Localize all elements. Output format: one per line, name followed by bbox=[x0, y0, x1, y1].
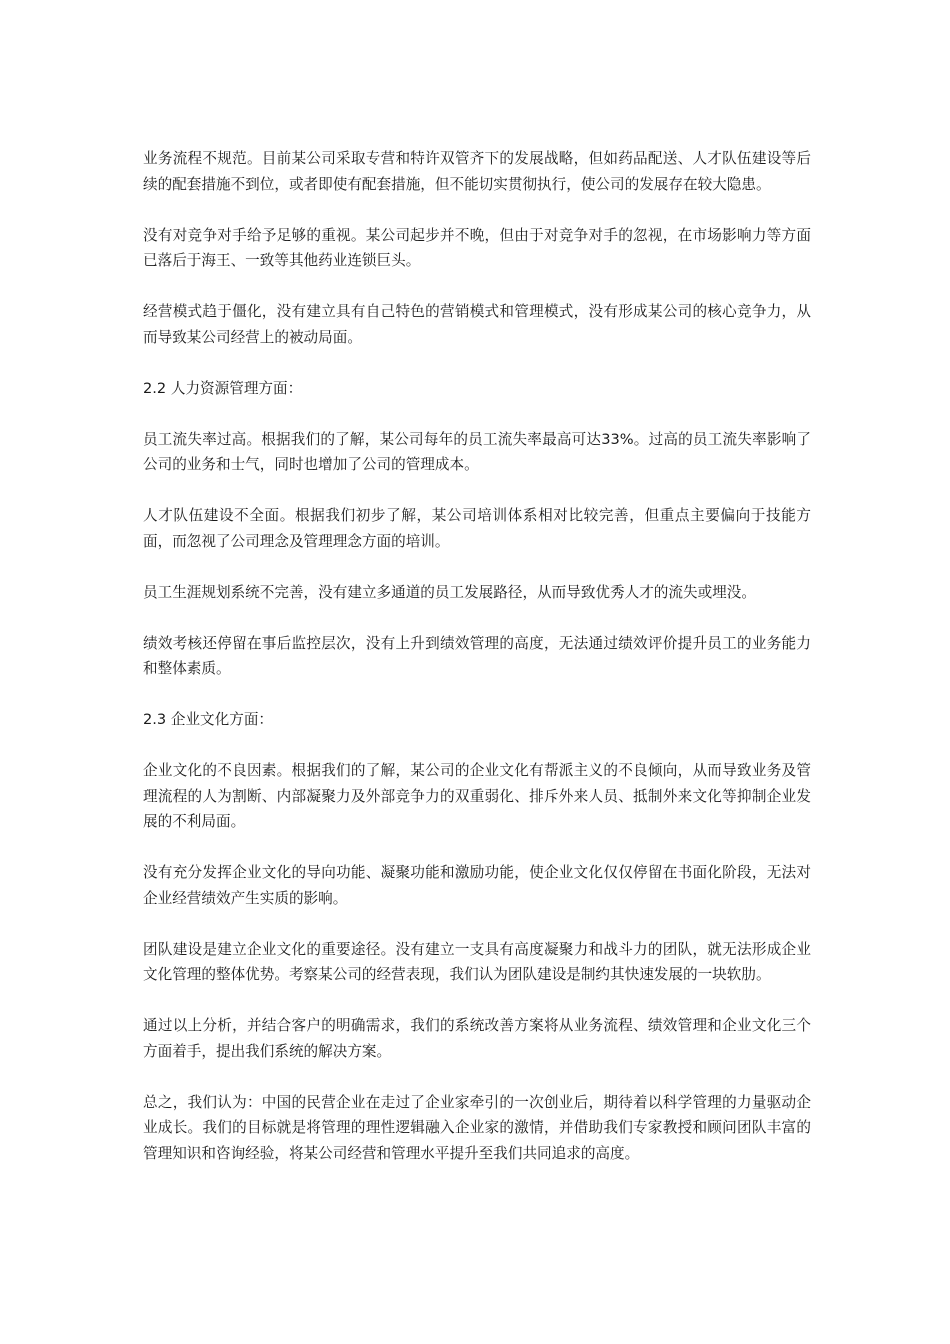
paragraph-team-building: 团队建设是建立企业文化的重要途径。没有建立一支具有高度凝聚力和战斗力的团队，就无法形成企业文化管理的整体优势。考察某公司的经营表现，我们认为团队建设是制约其快速发展的一块软肋。 bbox=[143, 940, 811, 983]
paragraph-career: 员工生涯规划系统不完善，没有建立多通道的员工发展路径，从而导致优秀人才的流失或埋没。 bbox=[143, 583, 756, 601]
paragraph-analysis: 通过以上分析，并结合客户的明确需求，我们的系统改善方案将从业务流程、绩效管理和企业文化三个方面着手，提出我们系统的解决方案。 bbox=[143, 1017, 811, 1060]
section-heading-culture: 2.3 企业文化方面： bbox=[143, 711, 274, 728]
paragraph-talent: 人才队伍建设不全面。根据我们初步了解，某公司培训体系相对比较完善，但重点主要偏向于技能方面，而忽视了公司理念及管理理念方面的培训。 bbox=[143, 507, 811, 550]
section-heading-hr: 2.2 人力资源管理方面： bbox=[143, 379, 303, 397]
paragraph-competitors: 没有对竞争对手给予足够的重视。某公司起步并不晚，但由于对竞争对手的忽视，在市场影响力等方面已落后于海王、一致等其他药业连锁巨头。 bbox=[143, 226, 811, 269]
paragraph-culture-functions: 没有充分发挥企业文化的导向功能、凝聚功能和激励功能，使企业文化仅仅停留在书面化阶段，无法对企业经营绩效产生实质的影响。 bbox=[143, 864, 811, 907]
paragraph-performance: 绩效考核还停留在事后监控层次，没有上升到绩效管理的高度，无法通过绩效评价提升员工的业务能力和整体素质。 bbox=[143, 634, 811, 677]
paragraph-conclusion: 总之，我们认为：中国的民营企业在走过了企业家牵引的一次创业后，期待着以科学管理的力量驱动企业成长。我们的目标就是将管理的理性逻辑融入企业家的激情，并借助我们专家教授和顾问团队丰富的管理知识和咨询经验，将某公司经营和管理水平提升至我们共同追求的高度。 bbox=[143, 1093, 811, 1162]
paragraph-turnover: 员工流失率过高。根据我们的了解，某公司每年的员工流失率最高可达33%。过高的员工流失率影响了公司的业务和士气，同时也增加了公司的管理成本。 bbox=[143, 430, 811, 473]
document-body bbox=[143, 146, 811, 1192]
paragraph-culture-factors: 企业文化的不良因素。根据我们的了解，某公司的企业文化有帮派主义的不良倾向，从而导致业务及管理流程的人为割断、内部凝聚力及外部竞争力的双重弱化、排斥外来人员、抵制外来文化等抑制企业发展的不利局面。 bbox=[143, 762, 811, 830]
paragraph-business-model: 经营模式趋于僵化，没有建立具有自己特色的营销模式和管理模式，没有形成某公司的核心竞争力，从而导致某公司经营上的被动局面。 bbox=[143, 303, 811, 346]
paragraph-business-process: 业务流程不规范。目前某公司采取专营和特许双管齐下的发展战略，但如药品配送、人才队伍建设等后续的配套措施不到位，或者即使有配套措施，但不能切实贯彻执行，使公司的发展存在较大隐患。 bbox=[143, 150, 811, 193]
